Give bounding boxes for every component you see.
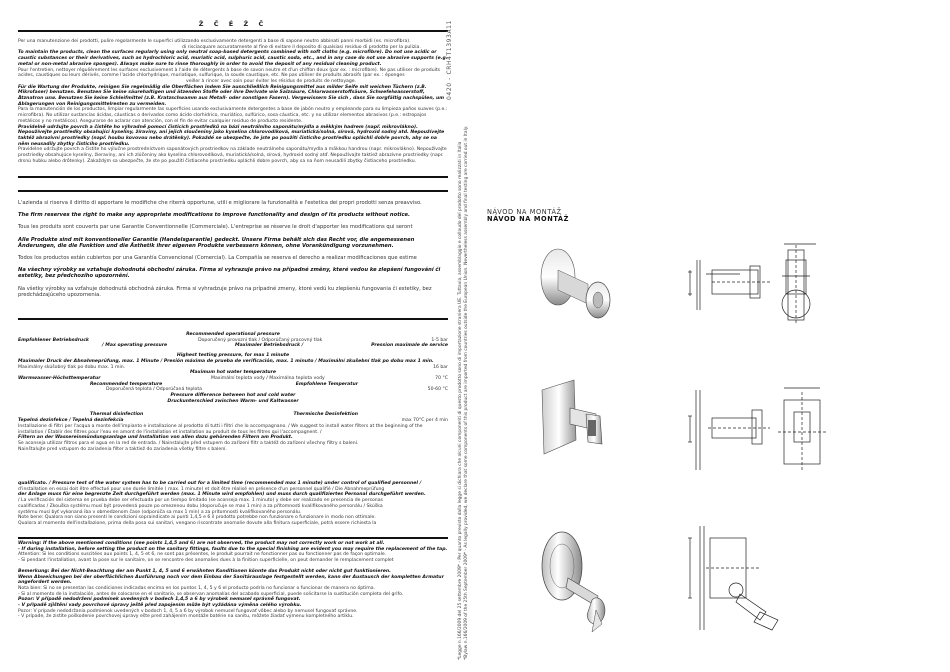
rec-temp: Recommended temperature (90, 381, 163, 387)
warning-1: Warning: If the above mentioned conditions (see points 1,4,5 and 6) are not observed, the product may not correctly work or not work at all. (18, 541, 385, 546)
diff-pressure: Pressure difference between hot and cold water (170, 393, 296, 399)
op-pressure-value: 1-5 bar (431, 337, 448, 343)
test-pressure-de: Maximaler Druck der Abnahmeprüfung, max. 1 Minute / Presión máxima de prueba de verificación, max. 1 minuto / Maximální zkušební tlak po dobu max 1 min. (18, 358, 434, 364)
maintenance-en: To maintain the products, clean the surfaces regularly using only neutral soap-based detergents combined with soft cloths (e.g. microfibre). Do not use acidic or caustic substances or their derivatives, such as hydrochloric acid, muriatic acid, sulphuric acid, caustic soda, etc., and in any case do not use abrasive supports (e.g. metal or non-metal abrasive sponges). Always make sure to rinse thoroughly in order to avoid the deposit of any residual cleaning product. (18, 50, 448, 67)
disinfection-de: Thermische Desinfektion (293, 412, 358, 418)
test-p5: cualificadas / Zkouška systému musí být provedená pouze po omezenou dobu (doporučuje se max 1 min) a za přítomnosti kvalifikovaného personálu / Skúška (18, 503, 383, 509)
filter-it: Installazione di filtri per l'acqua a monte dell'impianto e installazione al prodotto di tutti i filtri che lo accompagnano. / We suggest to install water filters at the beginning of the installation / Établir des filtres pour l'eau en amont de l'installation et installation au produit de tous les filtres qui l'accompagnent. / (18, 423, 423, 435)
mod-de: Alle Produkte sind mit konventioneller Garantie (Handelsgarantie) gedeckt. Unsere Firma behält sich das Recht vor, die angemessenen Änderungen, die die Funktion und die Ästhetik ihrer eigenen Produkte verbessern können, ohne Vorankündigung vorzunehmen. (18, 236, 415, 249)
disinfection-value: max 70°C per 4 min (401, 418, 448, 424)
section-rule (18, 176, 448, 178)
document-code: 0420 - CRH4T1393A11 (446, 19, 453, 100)
modifications-text (18, 200, 448, 304)
section-rule (18, 318, 448, 320)
warning-10: - V případě zjištění vady povrchové úpravy ještě před zapojením může být vyžádána výměna celého výrobku. (18, 603, 302, 609)
maintenance-es: Para la manutención de los productos, limpiar regularmente las superficies usando exclusivamente detergentes a base de jabón neutro y empleando para su limpieza paños suaves (p.e.: microfibra). No utilizar sustancias ácidas, cáusticas o derivados como ácido clorhídrico, muriático, sulfúrico, sosa cáustica, etc. y no utilizar elementos abrasivos (p.e.: estropajos metálicos y no metálicos). Asegurarse de aclarar con atención, con el fin de evitar cualquier residuo de producto residente. (18, 107, 448, 124)
test-p1: qualificato. / Pressure test of the water system has to be carried out for a limited time (recommended max 1 minute) under control of qualified personnel / (18, 481, 422, 486)
mod-cz: Na všechny výrobky se vztahuje dohodnutá obchodní záruka. Firma si vyhrazuje právo na případné změny, které vedou ke zlepšení fungování či estetiky, bez předchozího upozornění. (18, 267, 441, 280)
filter-sk: Nainštalujte pred vstupom do zariadenia filter a taktiež do zariadenia všetky filtre s balení. (18, 446, 227, 452)
test-p3: der Anlage muss für eine begrenzte Zeit durchgeführt werden (max. 1 Minute wird empfohlen) und muss durch qualifiziertes Personal durchgeführt werden. (18, 492, 426, 498)
mod-es: Todos los productos están cubiertos por una Garantía Convencional (Comercial). La Compañía se reserva el derecho a realizar modificaciones que estime (18, 255, 417, 262)
manual-title-1: NÁVOD NA MONTÁŽ (487, 208, 562, 216)
max-temp: Maximum hot water temperature (189, 370, 277, 376)
rec-temp-cz: Doporučená teplota / Odporúčaná teplota (106, 387, 202, 393)
test-p4: / La verificación del sistema en prueba debe ser efectuada por un tiempo limitado (se aconseja max. 1 minuto) y debe ser realizado en presencia de personas (18, 498, 383, 504)
test-pressure-value: 16 bar (433, 364, 448, 370)
rec-temp-de: Empfohlene Temperatur (295, 381, 358, 387)
maintenance-it: Per una manutenzione dei prodotti, pulire regolarmente le superfici utilizzando esclusivamente detergenti a base di sapone neutro abbinati panni morbidi (es. microfibra). (18, 39, 411, 44)
product-drawing-round-outlet (540, 240, 840, 330)
maintenance-text (18, 39, 448, 164)
disinfection-en: Thermal disinfection (90, 412, 144, 418)
section-rule (18, 537, 448, 539)
warning-5: Bemerkung: Bei der Nicht-Beachtung der am Punkt 1, 4, 5 und 6 erwähnten Konditionen könnte das Produkt nicht oder nicht gut funktionieren. (18, 568, 391, 574)
test-text (18, 481, 448, 527)
warning-6: Wenn Abweichungen bei der oberflächlichen Ausführung noch vor dem Einbau der Sanitärauslage festgestellt werden, kann der Austausch der kompletten Armatur angefordert werden. (18, 574, 444, 586)
warning-7: Nota bien: Si no se presentan las condiciones indicadas encima en los puntos 1, 4, 5 y 6 el producto podría no funcionar o funcionar de manera no óptima. (18, 585, 376, 591)
warning-4: - Si pendant l'installation, avant la pose sur le sanitaire, on se rencontre des anomalies dues à la finition superficielle, on peut demander le remplacement complet (18, 558, 394, 564)
warning-2: - If during installation, before setting the product on the sanitary fittings, faults due to the special finishing are evident you may require the replacement of the tap. (18, 546, 448, 552)
mod-it: L'azienda si riserva il diritto di apportare le modifiche che riterrà opportune, utili e migliorare la funzionalità e l'estetica dei propri prodotti senza preavviso. (18, 200, 422, 206)
maintenance-fr-2: veiller à rincer avec soin pour éviter les résidus de produits de nettoyage. (186, 78, 357, 84)
warning-12: - V prípade, že zistíte poškodenie povrchovej úpravy ešte pred zahájením montáže batérie na sanitu, môžete žiadať výmenu kompletného artiklu. (18, 614, 354, 620)
op-pressure-de: Empfohlener Betriebsdruck (18, 337, 89, 343)
maintenance-fr: Pour l'entretien, nettoyer régulièrement les surfaces exclusivement à l'aide de détergents à base de savon neutre et d'un chiffon doux (par ex. : microfibre). Ne pas utiliser de produits acides, caustiques ou leurs dérivés, comme l'acide chlorhydrique, muriatique, sulfurique, la soude caustique, etc. Ne pas utiliser de produits abrasifs (par ex. : éponges (18, 67, 441, 79)
instruction-text-column (18, 0, 448, 672)
test-p7: Note bene: Qualora non siano presenti le condizioni sopraindicate ai punti 1,4,5 e 6 il prodotto potrebbe non funzionare o funzionare in modo non ottimale. (18, 515, 376, 521)
warning-3: Attention: Si les conditions suscitées aux points 1, 4, 5 et 6, ne sont pas présentes, le produit pourrait ne fonctionner pas ou fonctionner pas de façon optimale. (18, 552, 387, 558)
legal-note-en: *Bylaw n.166/2009 of the 25th September 2009* - As legally provided, we declare that some components of this product are imported from countries outside the European Union. Nevertheless assembly and final testing are carried out in Italy. (464, 125, 469, 660)
op-pressure-en: Recommended operational pressure (186, 332, 280, 337)
filter-de: Filtern an der Wassereinmündungsanlage und Installation von allen dazu gehörenden Filtern am Produkt. (18, 435, 293, 441)
manual-title-2: NÁVOD NA MONTÁŽ (487, 215, 570, 223)
mod-en: The firm reserves the right to make any appropriate modifications to improve functionality and design of its products without notice. (18, 212, 411, 219)
cylinder-outlet-render (542, 532, 605, 632)
cylinder-outlet-technical-drawing (688, 526, 778, 630)
test-p8: Qualora al momento dell'installazione, prima della posa sui sanitari, vengano riscontrate anomalie dovute alla finitura superficiale, potrà essere richiesta la (18, 520, 377, 526)
section-rule (18, 30, 448, 32)
round-outlet-technical-drawing (688, 244, 816, 325)
diff-pressure-de: Druckunterschied zwischen Warm- und Kaltwasser (167, 398, 299, 404)
warning-11: Pozor: V prípade nedodržania podmienok uvedených v bodoch 1, 4, 5 a 6 by výrobok nemusel fungovať vôbec alebo by nemusel fungovať správne. (18, 608, 358, 614)
warning-9: Pozor: V případě nedodržení podmínek uvedených v bodech 1,4,5 a 6 by výrobek nemusel správně fungovat. (18, 597, 301, 603)
maintenance-cz: Pravidelně udržujte povrch a čistěte ho výhradně pomocí čisticích prostředků na bázi neutrálního saponátu/mýdla a měkkým hadrem (např. mikrovlákno). Nepoužívejte prostředky obsahující kyseliny, žíraviny, ani jejich sloučeniny jako kyselina chlorovodíková, muriatická/solná, sírová, hydroxid sodný atd. Nepoužívejte taktéž abrazivní prostředky (např. houbu kovovou nebo drátěnky). Pokaždé se ubezpečte, že jste po použití čisticího prostředku opláchli dobře povrch, aby se na něm neusadily zbytky čisticího prostředku. (18, 124, 445, 147)
square-outlet-technical-drawing (688, 388, 826, 472)
max-temp-de: Warmwasser-Höchsttemperatur (18, 375, 101, 381)
mod-fr: Tous les produits sont couverts par une Garantie Conventionnelle (Commerciale). L'entreprise se réserve le droit d'apporter les modifications qui seront (18, 224, 413, 231)
test-p6: systému musí byť vykonaná iba v obmedzenom čase (odporúča sa max 1 min) a za prítomnosti kvalifikovaného personálu. (18, 509, 302, 515)
product-drawing-square-outlet (540, 380, 840, 480)
technical-data (18, 332, 448, 452)
square-outlet-render (542, 380, 602, 454)
max-op-de: Maximaler Betriebsdruck / (235, 343, 304, 349)
warning-8: - Si al momento de la instalación, antes de colocarse en el sanitario, se observan anomalías del acabado superficial, puede solicitarse la sustitución completa del grifo. (18, 591, 404, 597)
rec-temp-value: 50-60 °C (427, 387, 448, 393)
warnings-text (18, 541, 448, 620)
op-pressure-cz: Doporučený provozní tlak / Odporúčaný pracovný tlak (198, 337, 323, 343)
max-temp-cz: Maximální teplota vody / Maximálna teplota vody (210, 375, 325, 381)
disinfection-cz: Tepelná dezinfekce / Tepelná dezinfekcia (18, 418, 124, 424)
pression-fr: Pression maximale de service (371, 343, 448, 349)
section-rule (18, 190, 448, 192)
filter-es: Se aconseja utilizar filtros para el agua en la red de entrada. / Nainstalujte před vstupem do zařízení filtr a taktéž do zařízení všechny filtry s balení. (18, 440, 359, 446)
mod-sk: Na všetky výrobky sa vzťahuje dohodnutá obchodná záruka. Firma si vyhradzuje právo na prípadné zmeny, ktoré vedú ku zlepšeniu fungovania či estetiky, bez predchádzajúceho upozornenia. (18, 285, 432, 298)
test-p2: d'installation en essai doit être effectué pour une durée limitée ( max. 1 minute) et doit être réalisé en présence d'un personnel qualifié / Die Abnahmeprüfung (18, 486, 385, 492)
legal-note-it: *Legge n.166/2009 del 25 settembre 2009* - Per quanto previsto dalla legge si dichiara che alcuni componenti di questo prodotto sono di importazione straniera UE. Tuttavia, assemblaggio e collaudo del prodotto sono realizzati in Italia (458, 141, 463, 660)
max-temp-value: 70 °C (435, 375, 448, 381)
maintenance-sk: Pravidelne udržujte povrch a čistite ho výlučne prostredníctvom saponátových prostriedkov na základe neutrálneho saponátu/mydla a mäkkou handrou (napr. mikrovlákno). Nepoužívajte prostriedky obsahujúce kyseliny, žieraviny, ani ich zlúčeniny ako kyselina chlorovodíková, muriatická/solná, sírová, hydroxid sodný atď. Nepoužívajte taktiež abrazívne prostriedky (napr. drsnú hubku alebo drôtenky). Zakaždým sa ubezpečte, že ste po použití čistiaceho prostriedku opláchli dobre povrch, aby sa na ňom neusadili zbytky čistiaceho prostriedku. (18, 147, 447, 164)
maintenance-header: Ž Č É Ž Č (198, 20, 268, 28)
test-pressure-sk: Maximálny skúšobný tlak po dobu max. 1 min. (18, 364, 126, 370)
product-drawing-cylinder-outlet (540, 520, 840, 650)
round-outlet-render (541, 249, 610, 318)
test-pressure: Highest testing pressure, for max 1 minute (176, 353, 290, 359)
maintenance-de: Für die Wartung der Produkte, reinigen Sie regelmäßig die Oberflächen indem Sie ausschließlich Reinigungsmittel aus milder Seife mit weichen Tüchern (z.B. Mikrofaser) benutzen. Benutzen Sie keine säurehaltigen und ätzenden Stoffe oder ihre Derivate wie Salzsäure, Chlorwasserstoffsäure, Schwefelwasserstoff, Ätznatron usw. Benutzen Sie keine Schleifmittel (z.B. Kratzschwamm aus Metall- oder sonstigen Fasern). Vergewissern Sie sich , dass Sie sorgfältig nachspülen, um Ablagerungen von Reinigungsmittelresten zu vermeiden. (18, 84, 444, 107)
max-op-pressure: / Max operating pressure (102, 343, 168, 349)
maintenance-it-2: di risciacquare accuratamente al fine di evitare il deposito di qualsiasi residuo di prodotto per la pulizia. (182, 44, 421, 50)
